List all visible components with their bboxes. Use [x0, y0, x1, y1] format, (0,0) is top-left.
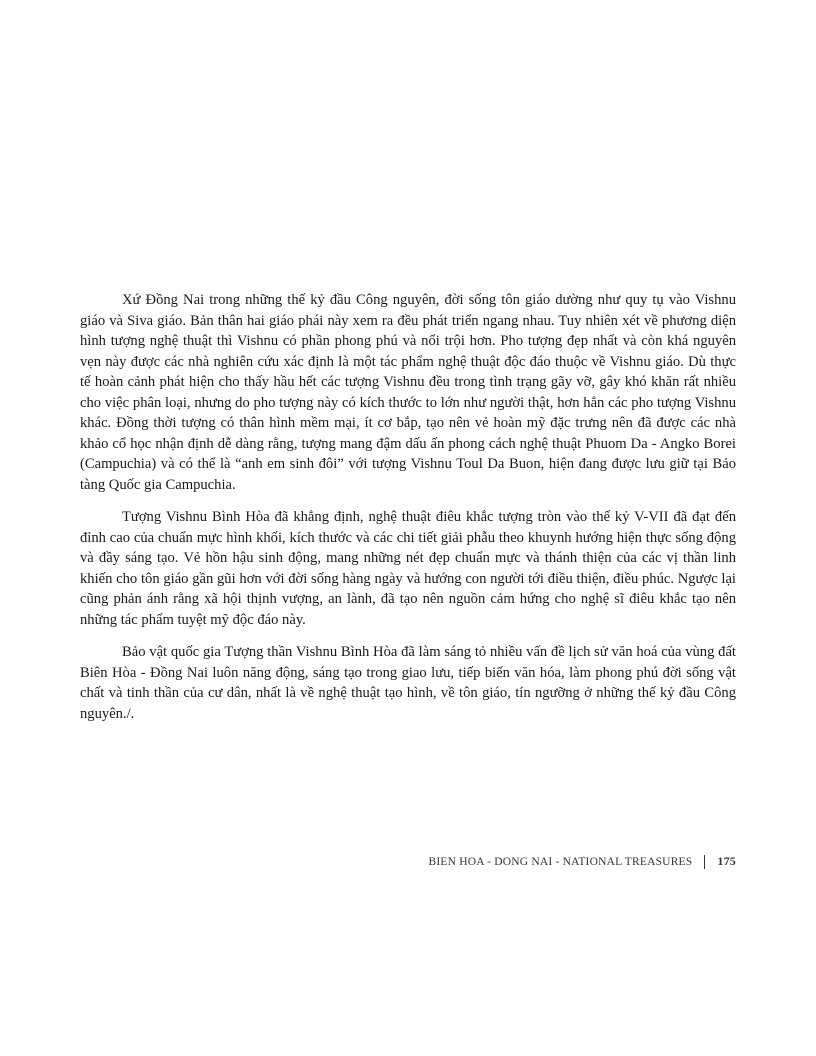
paragraph-3: Bảo vật quốc gia Tượng thần Vishnu Bình Hòa đã làm sáng tỏ nhiều vấn đề lịch sử văn hoá của vùng đất Biên Hòa - Đồng Nai luôn năng động, sáng tạo trong giao lưu, tiếp biến văn hóa, làm phong phú đời sống vật chất và tinh thần của cư dân, nhất là về nghệ thuật tạo hình, về tôn giáo, tín ngưỡng ở những thế kỷ đầu Công nguyên./.	[80, 644, 736, 722]
page-number: 175	[717, 854, 736, 868]
paragraph-2: Tượng Vishnu Bình Hòa đã khẳng định, nghệ thuật điêu khắc tượng tròn vào thế kỷ V-VII đã đạt đến đỉnh cao của chuẩn mực hình khối, kích thước và các chi tiết giải phẫu theo khuynh hướng hiện thực sống động và đầy sáng tạo. Vẻ hồn hậu sinh động, mang những nét đẹp chuẩn mực và thánh thiện của các vị thần linh khiến cho tôn giáo gần gũi hơn với đời sống hàng ngày và hướng con người tới điều thiện, điều phúc. Ngược lại cũng phản ánh rằng xã hội thịnh vượng, an lành, đã tạo nên nguồn cảm hứng cho nghệ sĩ điêu khắc tạo nên những tác phẩm tuyệt mỹ độc đáo này.	[80, 509, 736, 628]
body-text	[80, 290, 736, 736]
footer-separator	[704, 855, 705, 869]
running-title: BIEN HOA - DONG NAI - NATIONAL TREASURES	[428, 855, 693, 868]
page-footer	[429, 854, 736, 869]
paragraph-1: Xứ Đồng Nai trong những thế kỷ đầu Công nguyên, đời sống tôn giáo dường như quy tụ vào Vishnu giáo và Siva giáo. Bản thân hai giáo phái này xem ra đều phát triển ngang nhau. Tuy nhiên xét về phương diện hình tượng nghệ thuật thì Vishnu có phần phong phú và nổi trội hơn. Pho tượng đẹp nhất và còn khá nguyên vẹn này được các nhà nghiên cứu xác định là một tác phẩm nghệ thuật độc đáo thuộc về Vishnu giáo. Dù thực tế hoàn cảnh phát hiện cho thấy hầu hết các tượng Vishnu đều trong tình trạng gãy vỡ, gây khó khăn rất nhiều cho việc phân loại, nhưng do pho tượng này có kích thước to lớn như người thật, hơn hẳn các pho tượng Vishnu khác. Đồng thời tượng có thân hình mềm mại, ít cơ bắp, tạo nên vẻ hoàn mỹ đặc trưng nên đã được các nhà khảo cổ học nhận định dễ dàng rằng, tượng mang đậm dấu ấn phong cách nghệ thuật Phuom Da - Angko Borei (Campuchia) và có thể là “anh em sinh đôi” với tượng Vishnu Toul Da Buon, hiện đang được lưu giữ tại Bảo tàng Quốc gia Campuchia.	[80, 292, 736, 493]
